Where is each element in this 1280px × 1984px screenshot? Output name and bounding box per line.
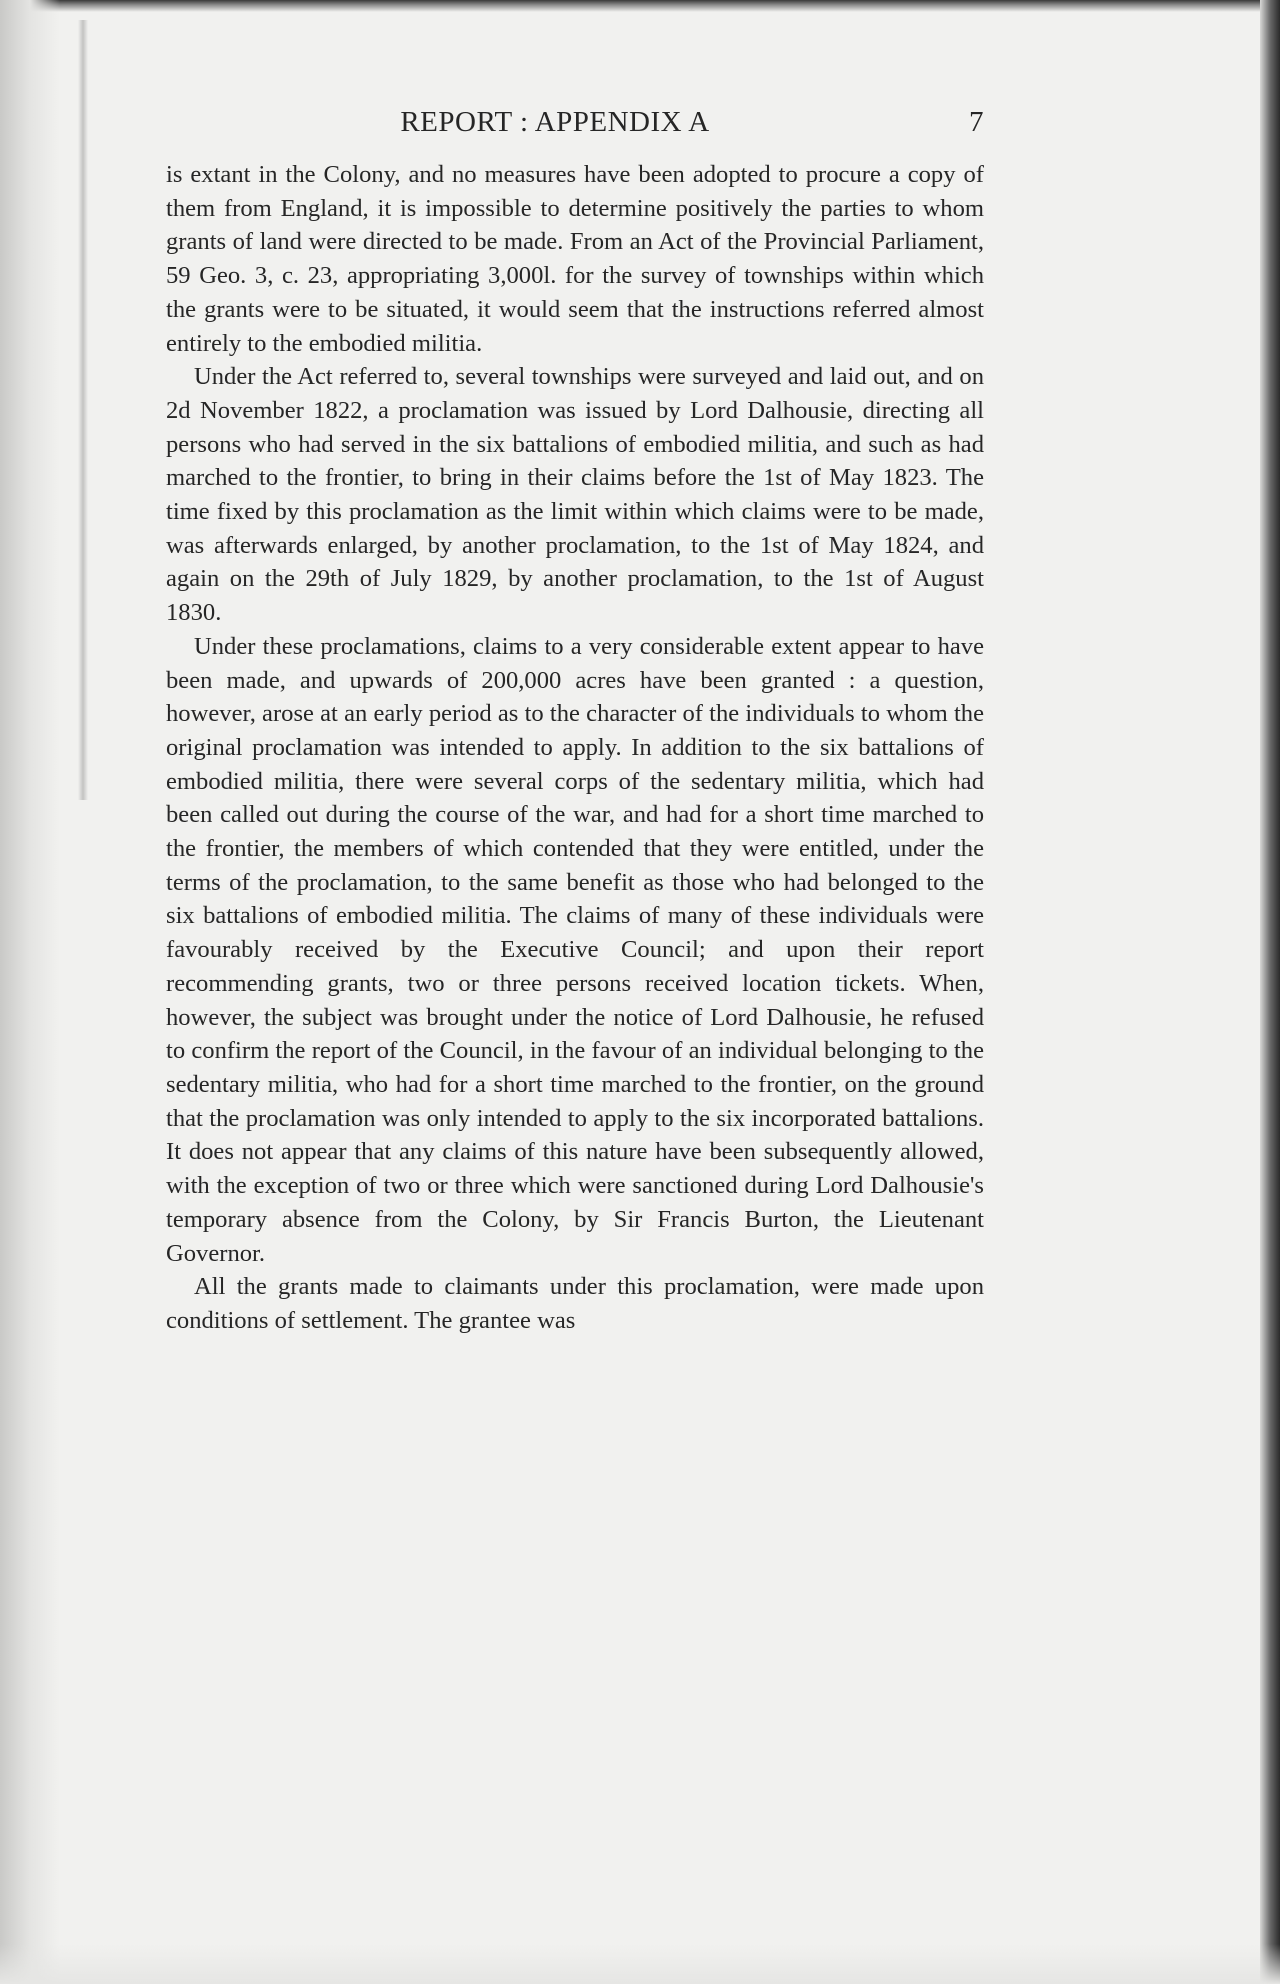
book-page — [166, 92, 984, 1338]
scan-right-edge — [1260, 0, 1280, 1984]
paragraph-4: All the grants made to claimants under this proclamation, were made upon conditions of settlement. The grantee was — [166, 1273, 984, 1334]
scan-top-edge — [0, 0, 1280, 12]
paragraph-3: Under these proclamations, claims to a very considerable extent appear to have been made, and upwards of 200,000 acres have been granted : a question, however, arose at an early period as to the character of the individuals to whom the original proclamation was intended to apply. In addition to the six battalions of embodied militia, there were several corps of the sedentary militia, which had been called out during the course of the war, and had for a short time marched to the frontier, the members of which contended that they were entitled, under the terms of the proclamation, to the same benefit as those who had belonged to the six battalions of embodied militia. The claims of many of these individuals were favourably received by the Executive Council; and upon their report recommending grants, two or three persons received location tickets. When, however, the subject was brought under the notice of Lord Dalhousie, he refused to confirm the report of the Council, in the favour of an individual belonging to the sedentary militia, who had for a short time marched to the frontier, on the ground that the proclamation was only intended to apply to the six incorporated battalions. It does not appear that any claims of this nature have been subsequently allowed, with the exception of two or three which were sanctioned during Lord Dalhousie's temporary absence from the Colony, by Sir Francis Burton, the Lieutenant Governor. — [166, 632, 984, 1267]
scan-bottom-edge — [0, 1944, 1280, 1984]
scan-gutter-mark — [78, 20, 88, 800]
page-number: 7 — [969, 106, 984, 138]
scan-left-binding-shadow — [0, 0, 60, 1984]
paragraph-1: is extant in the Colony, and no measures have been adopted to procure a copy of them from England, it is impossible to determine positively the parties to whom grants of land were directed to be made. From an Act of the Provincial Parliament, 59 Geo. 3, c. 23, appropriating 3,000l. for the survey of townships within which the grants were to be situated, it would seem that the instructions referred almost entirely to the embodied militia. — [166, 161, 984, 357]
running-head — [166, 92, 984, 152]
paragraph-2: Under the Act referred to, several townships were surveyed and laid out, and on 2d November 1822, a proclamation was issued by Lord Dalhousie, directing all persons who had served in the six battalions of embodied militia, and such as had marched to the frontier, to bring in their claims before the 1st of May 1823. The time fixed by this proclamation as the limit within which claims were to be made, was afterwards enlarged, by another proclamation, to the 1st of May 1824, and again on the 29th of July 1829, by another proclamation, to the 1st of August 1830. — [166, 363, 984, 627]
body-text — [166, 158, 984, 1338]
running-title: REPORT : APPENDIX A — [400, 106, 710, 138]
